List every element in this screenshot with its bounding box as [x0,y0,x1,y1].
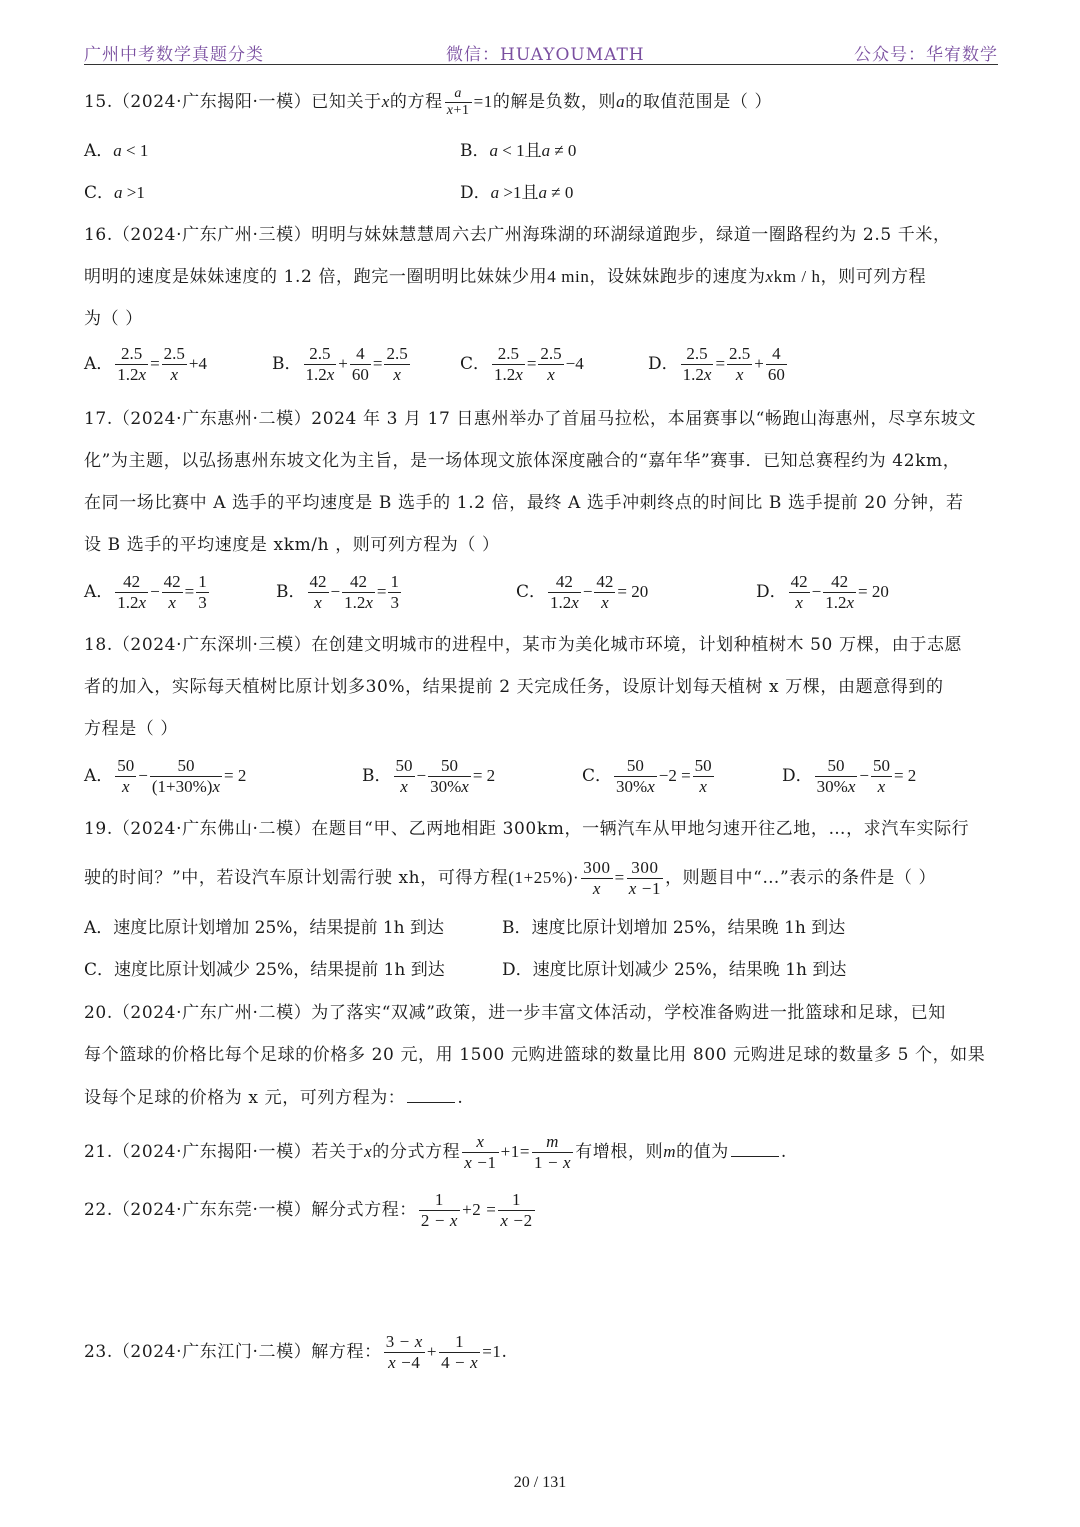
question-19-line-1: 19.（2024·广东佛山·二模）在题目“甲、乙两地相距 300km，一辆汽车从甲地匀速开往乙地，…，求汽车实际行 [84,819,970,839]
question-16-line-2: 明明的速度是妹妹速度的 1.2 倍，跑完一圈明明比妹妹少用4 min，设妹妹跑步的速度为xkm / h，则可列方程 [84,267,927,287]
question-20-line-2: 每个篮球的价格比每个足球的价格多 20 元，用 1500 元购进篮球的数量比用 800 元购进足球的数量多 5 个，如果 [84,1045,986,1065]
question-18-line-2: 者的加入，实际每天植树比原计划多30%，结果提前 2 天完成任务，设原计划每天植树 x 万棵，由题意得到的 [84,677,944,697]
page-number: 20 / 131 [513,1474,567,1491]
header-rule [84,64,998,65]
question-17-line-3: 在同一场比赛中 A 选手的平均速度是 B 选手的 1.2 倍，最终 A 选手冲刺终点的时间比 B 选手提前 20 分钟，若 [84,493,964,513]
question-17-line-1: 17.（2024·广东惠州·二模）2024 年 3 月 17 日惠州举办了首届马拉松，本届赛事以“畅跑山海惠州，尽享东坡文 [84,409,977,429]
q17-option-a: A． $\frac{42}{1.2x}$ − $\frac{42}{x}$ = $\frac{1}{3}$ [84,572,207,612]
question-21: 21.（2024·广东揭阳·一模）若关于x的分式方程 $\frac{x}{x -1}$ +1= $\frac{m}{1 - x}$ 有增根，则m的值为 . [84,1132,787,1172]
question-23: 23.（2024·广东江门·二模）解方程： $\frac{3 - x}{x -4}$ + $\frac{1}{4 - x}$ =1. [84,1332,508,1372]
q16-option-b: B． $\frac{2.5}{1.2x}$ + $\frac{4}{60}$ = $\frac{2.5}{x}$ [272,344,408,384]
header-center: 微信：HUAYOUMATH [446,45,645,65]
q16-option-c: C． $\frac{2.5}{1.2x}$ = $\frac{2.5}{x}$ −4 [460,344,584,384]
header-right: 公众号：华宥数学 [854,45,998,65]
question-20-line-3: 设每个足球的价格为 x 元，可列方程为： . [84,1084,463,1111]
question-17-line-4: 设 B 选手的平均速度是 xkm/h ，则可列方程为（ ） [84,535,500,555]
q19-option-d: D．速度比原计划减少 25%，结果晚 1h 到达 [502,960,847,980]
question-20-line-1: 20.（2024·广东广州·二模）为了落实“双减”政策，进一步丰富文体活动，学校准备购进一批篮球和足球，已知 [84,1003,946,1023]
question-16-line-1: 16.（2024·广东广州·三模）明明与妹妹慧慧周六去广州海珠湖的环湖绿道跑步，绿道一圈路程约为 2.5 千米， [84,225,951,245]
answer-blank [407,1084,455,1103]
question-16-line-3: 为（ ） [84,309,143,329]
q18-option-b: B． $\frac{50}{x}$ − $\frac{50}{30\%x}$ = 2 [362,756,496,796]
q16-option-d: D． $\frac{2.5}{1.2x}$ = $\frac{2.5}{x}$ + $\frac{4}{60}$ [648,344,785,384]
question-18-line-1: 18.（2024·广东深圳·三模）在创建文明城市的进程中，某市为美化城市环境，计划种植树木 50 万棵，由于志愿 [84,635,963,655]
q17-option-c: C． $\frac{42}{1.2x}$ − $\frac{42}{x}$ = 20 [516,572,649,612]
answer-blank [731,1138,779,1157]
q19-option-c: C．速度比原计划减少 25%，结果提前 1h 到达 [84,960,445,980]
question-19-line-2: 驶的时间？”中，若设汽车原计划需行驶 xh，可得方程(1+25%)· $\frac{300}{x}$ = $\frac{300}{x -1}$ ，则题目中“…”表示的条件是（ ） [84,858,937,898]
question-15: 15.（2024·广东揭阳·一模）已知关于x的方程 $\frac{a}{x+1}$ =1的解是负数，则a的取值范围是（ ） [84,86,773,118]
q17-option-d: D． $\frac{42}{x}$ − $\frac{42}{1.2x}$ = 20 [756,572,889,612]
question-18-line-3: 方程是（ ） [84,719,179,739]
page-header [84,40,998,66]
q15-option-c: C．a >1 [84,183,145,203]
q16-option-a: A． $\frac{2.5}{1.2x}$ = $\frac{2.5}{x}$ +4 [84,344,208,384]
q19-option-a: A．速度比原计划增加 25%，结果提前 1h 到达 [84,918,445,938]
q18-option-a: A． $\frac{50}{x}$ − $\frac{50}{(1+30\%)x}$ = 2 [84,756,247,796]
q19-option-b: B．速度比原计划增加 25%，结果晚 1h 到达 [502,918,846,938]
question-17-line-2: 化”为主题，以弘扬惠州东坡文化为主旨，是一场体现文旅体深度融合的“嘉年华”赛事．已知总赛程约为 42km， [84,451,961,471]
question-22: 22.（2024·广东东莞·一模）解分式方程： $\frac{1}{2 - x}$ +2 = $\frac{1}{x -2}$ [84,1190,533,1230]
q15-option-a: A．a < 1 [84,141,149,161]
q18-option-d: D． $\frac{50}{30\%x}$ − $\frac{50}{x}$ = 2 [782,756,917,796]
q17-option-b: B． $\frac{42}{x}$ − $\frac{42}{1.2x}$ = $\frac{1}{3}$ [276,572,399,612]
q15-option-b: B．a < 1且a ≠ 0 [460,141,577,161]
header-left: 广州中考数学真题分类 [84,45,264,65]
q15-option-d: D．a >1且a ≠ 0 [460,183,574,203]
q18-option-c: C． $\frac{50}{30\%x}$ −2 = $\frac{50}{x}$ [582,756,712,796]
